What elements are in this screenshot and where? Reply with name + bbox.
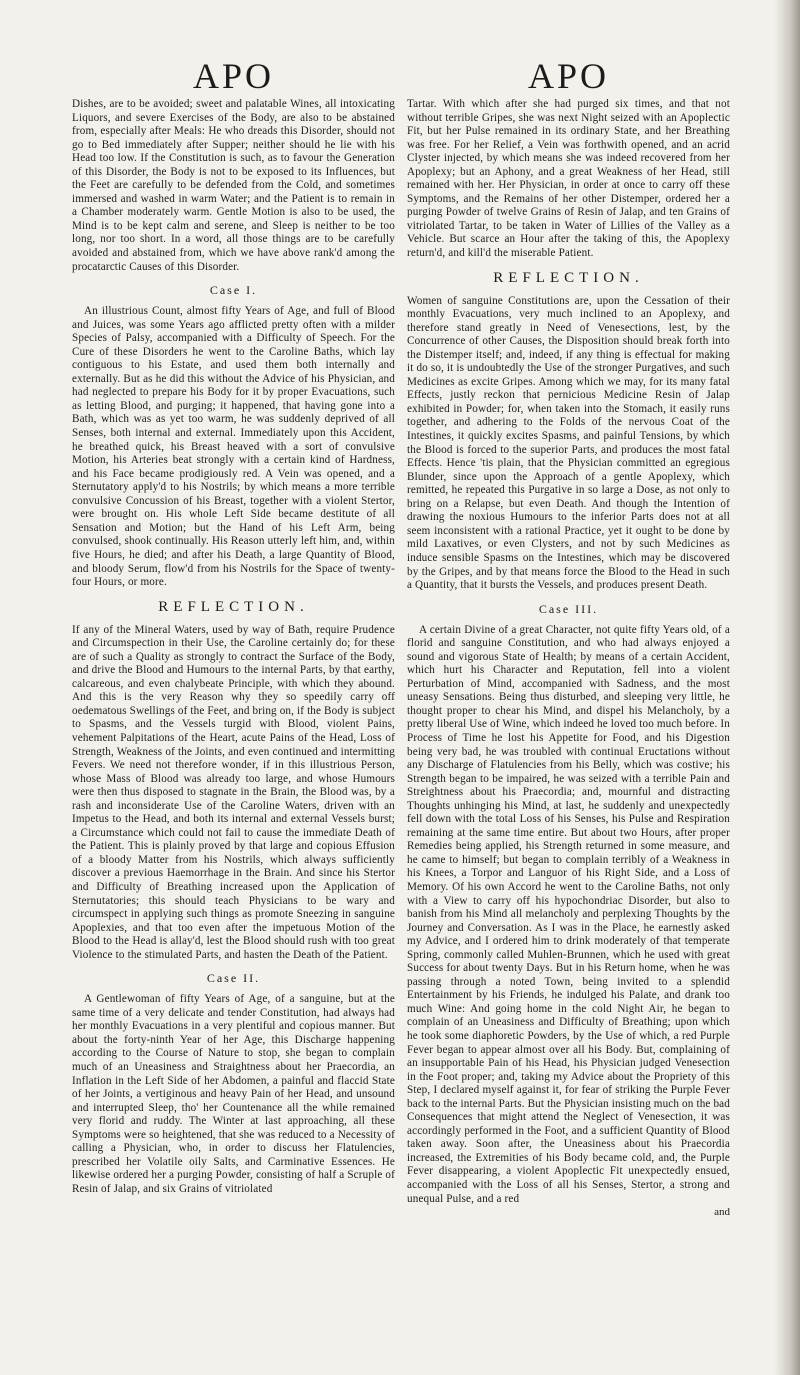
reflection-1-heading: REFLECTION. bbox=[158, 598, 309, 615]
case-1-text: An illustrious Count, almost fifty Years of Age, and full of Blood and Juices, was some Years ago afflicted pretty often with a milder Species of Palsy, accompanied with a Difficulty of Speech. For the Cure of these Disorders he went to the Caroline Baths, which lay contiguous to his Estate, and used them both internally and externally. But as he did this without the Advice of his Physician, and had neglected to prepare his Body for it by proper Evacuations, such as letting Blood, and purging; it happened, that having gone into a Bath, which was as yet too warm, he was suddenly deprived of all Senses, both internal and external. Immediately upon this Accident, he breathed quick, his Breast heaved with a sort of convulsive Motion, his Arteries beat strongly with a certain kind of Hardness, and his Face became prodigiously red. A Vein was opened, and a Sternutatory apply'd to his Nostrils; by which means a more terrible convulsive Concussion of his Breast, together with a violent Stertor, were brought on. His whole Left Side became destitute of all Sensation and Motion; but the Hand of his Left Arm, being convulsed, shook continually. His Reason utterly left him, and, within five Hours, he died; and after his Death, a large Quantity of Blood, and bloody Serum, flow'd from his Nostrils for the Space of twenty-four Hours, or more. bbox=[72, 305, 395, 589]
case-1-heading: Case I. bbox=[209, 283, 258, 298]
intro-paragraph: Dishes, are to be avoided; sweet and palatable Wines, all intoxicating Liquors, and severe Exercises of the Body, are also to be abstained from, especially after Meals: He who dreads this Disorder, should not go to Bed immediately after Supper; neither should he lie with his Head too low. If the Constitution is such, as to favour the Generation of this Disorder, the Body is not to be exposed to its Influences, but the Feet are carefully to be defended from the Cold, and sometimes immersed and washed in warm Water; and the Patient is to remain in a Chamber moderately warm. Gentle Motion is also to be used, the Mind is to be kept calm and serene, and Sleep is neither to be too long, nor too short. In a word, all those things are to be carefully avoided and abstained from, which we have above rank'd among the procatarctic Causes of this Disorder. bbox=[72, 98, 395, 273]
case-2-text: A Gentlewoman of fifty Years of Age, of a sanguine, but at the same time of a very delicate and tender Constitution, had always had her monthly Evacuations in a very plentiful and copious manner. But about the forty-ninth Year of her Age, this Discharge happening according to the Course of Nature to stop, she began to complain much of an Uneasiness and Straightness about her Praecordia, an Inflation in the Left Side of her Abdomen, a painful and flaccid State of her Joints, a vertiginous and heavy Pain of her Head, and unsound and interrupted Sleep, tho' her Countenance all the while remained very florid and ruddy. The Winter at last approaching, all these Symptoms were so heightened, that she was reduced to a Necessity of calling a Physician, who, in order to discuss her Flatulencies, prescribed her Volatile oily Salts, and Carminative Essences. He likewise ordered her a purging Powder, consisting of half a Scruple of Resin of Jalap, and six Grains of vitriolated bbox=[72, 993, 395, 1195]
reflection-2-text: Women of sanguine Constitutions are, upon the Cessation of their monthly Evacuations, very much inclined to an Apoplexy, and therefore stand greatly in Need of Venesections, lest, by the Concurrence of other Causes, the Disposition should break forth into the Distemper itself; and, indeed, if any thing is effectual for making it do so, it is undoubtedly the Use of the stronger Purgatives, and such Medicines as excite Gripes. Among which we may, for its many fatal Effects, justly reckon that pernicious Medicine Resin of Jalap exhibited in Powder; for, when taken into the Stomach, it easily runs together, and adhering to the Folds of the nervous Coat of the Intestines, it quickly excites Spasms, and painful Tensions, by which the Blood is forced to the superior Parts, and produces the most fatal Effects. Hence 'tis plain, that the Physician committed an egregious Blunder, since upon the Approach of a gentle Apoplexy, which remitted, he repeated this Purgative in so large a Dose, as not only to bring on a Relapse, but even Death. And though the Intention of drawing the noxious Humours to the inferior Parts does not at all seem inconsistent with a rational Practice, yet it ought to be done by mild Laxatives, or even Clysters, and not by such Medicines as induce sensible Spasms on the Intestines, which may be discovered by the Gripes, and by that means force the Blood to the Head in such a Quantity, that it bursts the Vessels, and produces present Death. bbox=[407, 294, 730, 592]
case-3-text: A certain Divine of a great Character, not quite fifty Years old, of a florid and sanguine Constitution, and who had always enjoyed a sound and vigorous State of Health; by means of a certain Accident, which hurt his Character and Reputation, fell into a violent Perturbation of Mind, accompanied with Sadness, and the most uneasy Sensations. Being thus disturbed, and sleeping very little, he thought proper to chear his Mind, and dispel his Melancholy, by a pretty liberal Use of Wine, which indeed he loved too much before. In Process of Time he lost his Appetite for Food, and his Digestion being very bad, he was troubled with continual Eructations without any Discharge of Flatulencies from his Belly, which was costive; his Strength began to be impaired, he was seized with a terrible Pain and Streightness about his Praecordia; and, mournful and distracting Thoughts unhinging his Mind, at last, he suddenly and unexpectedly fell down with the total Loss of his Senses, his Pulse and Respiration remaining at the same time entire. But about two Hours, after proper Remedies being applied, his Strength returned in some measure, and he came to himself; but began to complain terribly of a Weakness in his Knees, a Torpor and Languor of his Right Side, and a Loss of Memory. Of his own Accord he went to the Caroline Baths, not only with a View to carry off his hypochondriac Disorder, but also to banish from his Mind all melancholy and perplexing Thoughts by the Journey and Conversation. As I was in the Place, he earnestly asked my Advice, and I ordered him to drink moderately of that temperate Spring, commonly called Muhlen-Brunnen, which he used with great Success for about twenty Days. But in his Return home, when he was passing through a noted Town, being invited to a splendid Entertainment by his Friends, he indulged his Palate, and drank too much Wine: And going home in the cold Night Air, he began to complain of an Uneasiness and Difficulty of Breathing; upon which he took some diaphoretic Powders, by the Use of which, a red Purple Fever began to appear almost over all his Body. But, complaining of an insupportable Pain of his Head, his Physician judged Venesection in the Foot proper; and, taking my Advice about the Propriety of this Step, I declared myself against it, for fear of striking the Purple Fever back to the internal Parts. But the Physician insisting much on the bad Consequences that might attend the Neglect of Venesection, it was accordingly performed in the Foot, and a sufficient Quantity of Blood taken away. Soon after, the Uneasiness about his Praecordia increased, the Extremities of his Body became cold, and, the Purple Fever disappearing, a violent Apoplectic Fit unexpectedly ensued, accompanied with the Loss of all his Senses, Stertor, a strong and unequal Pulse, and a red bbox=[407, 623, 730, 1205]
case-3-heading: Case III. bbox=[538, 601, 599, 616]
left-column bbox=[72, 98, 395, 1196]
reflection-1-text: If any of the Mineral Waters, used by way of Bath, require Prudence and Circumspection in their Use, the Caroline certainly do; for these are of such a Quality as strongly to contract the Surface of the Body, and drive the Blood and Humours to the internal Parts, by that earthy, calcareous, and even chalybeate Principle, with which they abound. And this is the very Reason why they so speedily carry off oedematous Swellings of the Feet, and bring on, if the Body is subject to Spasms, and the Vessels turgid with Blood, violent Pains, vehement Palpitations of the Heart, acute Pains of the Head, Loss of Strength, Weakness of the Joints, and even continued and intermitting Fevers. We need not therefore wonder, if in this illustrious Person, whose Mass of Blood was already too large, and whose Humours were then thus disposed to stagnate in the Brain, the Blood was, by a rash and inconsiderate Use of the Caroline Waters, driven with an Impetus to the Head, and both its internal and external Vessels burst; a Circumstance which could not fail to cause the immediate Death of the Patient. This is plainly proved by that large and copious Effusion of a bloody Matter from his Nostrils, which always sufficiently discover a previous Haemorrhage in the Brain. And since his Stertor and Difficulty of Breathing increased upon the Application of Sternutatories; this should teach Physicians to be wary and circumspect in applying such things as promote Sneezing in sanguine Apoplexies, and that too even after the impetuous Motion of the Blood to the Head is allay'd, lest the Blood should rush with too great Violence to the stimulated Parts, and hasten the Death of the Patient. bbox=[72, 623, 396, 961]
running-head-left: APO bbox=[192, 56, 275, 96]
right-column bbox=[407, 98, 730, 1219]
reflection-2-heading: REFLECTION. bbox=[493, 269, 644, 286]
catchword: and bbox=[714, 1206, 730, 1219]
page-gutter-shadow bbox=[774, 0, 800, 1375]
case-2-heading: Case II. bbox=[206, 971, 261, 986]
running-head-right: APO bbox=[527, 56, 610, 96]
case-2-continuation: Tartar. With which after she had purged six times, and that not without terrible Gripes, she was next Night seized with an Apoplectic Fit, but her Pulse remained in its ordinary State, and her Breathing was free. For her Relief, a Vein was forthwith opened, and an acrid Clyster injected, by which means she was indeed recovered from her Apoplexy; but an Aphony, and a great Weakness of her Head, still remained with her. Her Physician, in order at once to carry off these Symptoms, and the Remains of her other Distemper, ordered her a purging Powder of twelve Grains of Resin of Jalap, and ten Grains of vitriolated Tartar, to be taken in Water of Lillies of the Valley as a Vehicle. But scarce an Hour after the taking of this, the Apoplexy return'd, and kill'd the miserable Patient. bbox=[407, 98, 730, 260]
